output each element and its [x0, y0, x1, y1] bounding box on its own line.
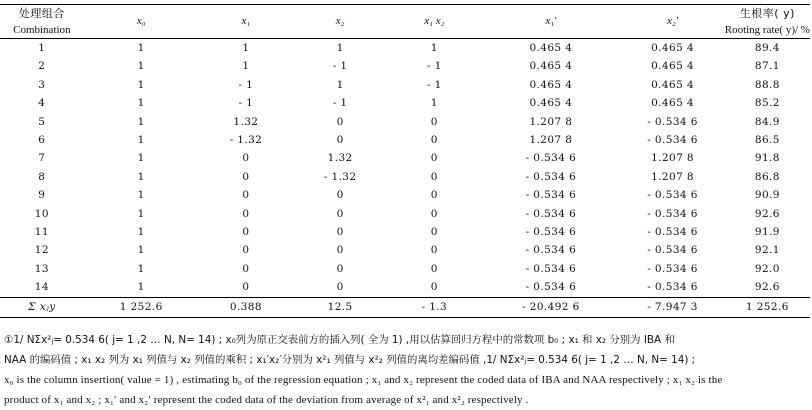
table-cell: 0	[430, 262, 438, 275]
table-cell: 0	[336, 134, 344, 147]
table-row	[0, 113, 810, 131]
table-cell: 14	[34, 281, 49, 294]
table-cell: - 0.534 6	[647, 207, 698, 220]
footnote-line-4: product of x₁ and x₂ ; x₁′ and x₂′ represent the coded data of the deviation from average of x²₁ and x²₂ respectively .	[4, 394, 529, 406]
table-cell: 0	[242, 152, 250, 165]
table-cell: 1	[137, 170, 145, 183]
table-cell: 0	[430, 115, 438, 128]
table-cell: 91.8	[754, 152, 780, 165]
table-cell: - 0.534 6	[647, 281, 698, 294]
table-cell: 1.207 8	[529, 115, 573, 128]
table-cell: 92.0	[754, 262, 780, 275]
table-cell: 1	[137, 42, 145, 54]
table-cell: - 1	[332, 60, 348, 73]
table-body	[0, 39, 810, 318]
table-row	[0, 168, 810, 186]
table-cell: 0	[242, 189, 250, 202]
sum-cell: - 20.492 6	[481, 297, 620, 317]
table-cell: 1.207 8	[651, 152, 694, 165]
table-row	[0, 223, 810, 241]
header-row-cn	[0, 5, 810, 23]
sum-cell: 0.388	[199, 297, 293, 317]
sum-cell: 1 252.6	[84, 297, 199, 317]
table-row	[0, 131, 810, 149]
table-cell: 3	[38, 78, 46, 91]
table-cell: 1.32	[233, 115, 259, 128]
table-cell: 2	[38, 60, 46, 73]
header-x2-prime: x₂′	[666, 15, 679, 27]
header-combination-cn: 处理组合	[18, 7, 65, 20]
table-cell: 1	[336, 78, 344, 91]
sum-cell: - 1.3	[387, 297, 481, 317]
table-cell: 0	[336, 262, 344, 275]
table-cell: 1	[137, 78, 145, 91]
table-cell: 1	[137, 60, 145, 73]
table-cell: 0	[242, 226, 250, 239]
table-row	[0, 278, 810, 297]
table-cell: 1	[137, 262, 145, 275]
table-cell: 9	[38, 189, 46, 202]
table-cell: 0.465 4	[529, 97, 573, 110]
table-cell: - 0.534 6	[647, 226, 698, 239]
table-cell: 86.8	[754, 170, 780, 183]
table-cell: 0.465 4	[529, 60, 573, 73]
table-cell: 0	[430, 170, 438, 183]
table-cell: 0	[430, 281, 438, 294]
table-cell: 0	[242, 262, 250, 275]
header-x1: x₁	[241, 15, 251, 27]
table-cell: 0	[430, 244, 438, 257]
table-row	[0, 186, 810, 204]
table-cell: 10	[34, 207, 49, 220]
table-cell: 91.9	[754, 226, 780, 239]
footnote-line-2: NAA 的编码值 ; x₁ x₂ 列为 x₁ 列值与 x₂ 列值的乘积 ; x₁′x₂′分别为 x²₁ 列值与 x²₂ 列值的离均差编码值 ,1/ NΣx²ⱼ= 0.534 6( j= 1 ,2 … N, N= 14) ;	[4, 354, 696, 366]
table-cell: 8	[38, 170, 46, 183]
table-cell: - 0.534 6	[525, 152, 577, 165]
table-cell: 1.207 8	[651, 170, 694, 183]
sum-cell: - 7.947 3	[620, 297, 724, 317]
table-cell: - 1	[238, 78, 254, 91]
table-cell: - 0.534 6	[525, 189, 577, 202]
table-cell: 92.6	[754, 207, 780, 220]
table-cell: - 0.534 6	[525, 281, 577, 294]
table-cell: - 1	[426, 78, 442, 91]
header-x2: x₂	[335, 15, 345, 27]
sum-cell: 12.5	[293, 297, 387, 317]
table-cell: 0	[336, 244, 344, 257]
table-row	[0, 94, 810, 112]
table-cell: 0	[430, 226, 438, 239]
table-cell: 0.465 4	[651, 60, 694, 73]
header-rooting-rate-en: Rooting rate( y)/ %	[724, 24, 810, 36]
table-cell: 0.465 4	[651, 78, 694, 91]
table-cell: 0	[430, 207, 438, 220]
table-footnotes	[4, 330, 810, 410]
table-cell: 0	[242, 207, 250, 220]
table-cell: 6	[38, 134, 46, 147]
table-cell: 1	[242, 60, 250, 73]
table-cell: 87.1	[754, 60, 780, 73]
table-cell: 0	[336, 281, 344, 294]
table-cell: 0	[430, 189, 438, 202]
table-cell: - 0.534 6	[647, 244, 698, 257]
table-cell: - 1	[238, 97, 254, 110]
table-cell: 1	[137, 134, 145, 147]
table-cell: 1.32	[327, 152, 353, 165]
table-row	[0, 241, 810, 259]
table-cell: 1	[137, 189, 145, 202]
table-cell: 1	[137, 226, 145, 239]
table-cell: 0.465 4	[529, 42, 573, 54]
footnote-line-1: ①1/ NΣx²ⱼ= 0.534 6( j= 1 ,2 … N, N= 14) ; x₀列为原正交表前方的插入列( 全为 1) ,用以估算回归方程中的常数项 b₀ ; x₁ 和 x₂ 分别为 IBA 和	[4, 334, 675, 346]
table-cell: - 0.534 6	[525, 170, 577, 183]
table-cell: 0	[430, 152, 438, 165]
table-cell: 84.9	[754, 115, 780, 128]
table-cell: 85.2	[754, 97, 780, 110]
table-cell: - 1.32	[229, 134, 263, 147]
table-cell: 1	[430, 42, 438, 54]
table-cell: - 0.534 6	[525, 226, 577, 239]
table-cell: 0	[336, 207, 344, 220]
table-cell: - 0.534 6	[647, 115, 698, 128]
table-cell: 5	[38, 115, 46, 128]
table-row	[0, 260, 810, 278]
table-cell: 1	[137, 97, 145, 110]
table-cell: 0.465 4	[529, 78, 573, 91]
table-cell: 0	[430, 134, 438, 147]
table-cell: - 0.534 6	[525, 244, 577, 257]
table-cell: 1.207 8	[529, 134, 573, 147]
table-cell: 4	[38, 97, 46, 110]
table-cell: - 1	[426, 60, 442, 73]
table-row	[0, 149, 810, 167]
table-cell: 1	[242, 42, 250, 54]
table-cell: 1	[137, 281, 145, 294]
table-cell: 92.6	[754, 281, 780, 294]
table-cell: 1	[137, 152, 145, 165]
table-cell: 90.9	[754, 189, 780, 202]
header-x0: x₀	[136, 15, 146, 27]
table-cell: 0.465 4	[651, 42, 694, 54]
table-cell: 0	[336, 189, 344, 202]
table-cell: 0	[242, 281, 250, 294]
sum-row	[0, 297, 810, 317]
table-cell: 0	[242, 170, 250, 183]
table-row	[0, 76, 810, 94]
table-row	[0, 57, 810, 75]
table-cell: - 0.534 6	[647, 262, 698, 275]
table-cell: 0	[336, 226, 344, 239]
sum-row-label: Σ xⱼy	[0, 297, 84, 317]
table-cell: 1	[430, 97, 438, 110]
table-cell: 1	[137, 207, 145, 220]
table-cell: 92.1	[754, 244, 780, 257]
table-cell: 0	[336, 115, 344, 128]
table-cell: 12	[34, 244, 49, 257]
table-cell: - 1.32	[323, 170, 357, 183]
footnote-line-3: x₀ is the column insertion( value = 1) , estimating b₀ of the regression equation ; x₁ and x₂ represent the coded data of IBA and NAA respectively ; x₁ x₂ is the	[4, 374, 723, 386]
table-cell: 89.4	[754, 42, 780, 54]
table-cell: 0	[242, 244, 250, 257]
table-cell: - 0.534 6	[647, 189, 698, 202]
header-x1-prime: x₁′	[545, 15, 557, 27]
table-row	[0, 205, 810, 223]
table-row	[0, 39, 810, 58]
table-cell: 7	[38, 152, 46, 165]
table-cell: 1	[137, 244, 145, 257]
table-cell: - 0.534 6	[525, 207, 577, 220]
table-cell: 13	[34, 262, 49, 275]
table-cell: 1	[38, 42, 46, 54]
table-cell: 11	[34, 226, 49, 239]
header-rooting-rate-cn: 生根率( y)	[739, 7, 795, 20]
sum-cell: 1 252.6	[725, 297, 810, 317]
table-cell: 0.465 4	[651, 97, 694, 110]
table-cell: - 0.534 6	[647, 134, 698, 147]
table-cell: 1	[336, 42, 344, 54]
table-cell: - 0.534 6	[525, 262, 577, 275]
header-x1x2: x₁ x₂	[424, 15, 445, 27]
header-combination-en: Combination	[13, 24, 71, 36]
table-cell: 88.8	[754, 78, 780, 91]
data-table	[0, 4, 810, 318]
table-cell: 86.5	[754, 134, 780, 147]
table-cell: 1	[137, 115, 145, 128]
table-cell: - 1	[332, 97, 348, 110]
